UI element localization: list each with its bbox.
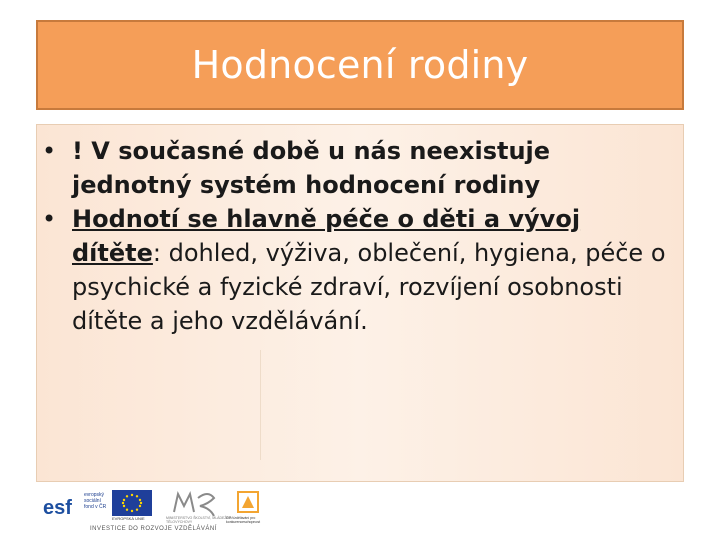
bullet-text-2-underlined: Hodnotí se hlavně péče o děti a vývoj dítěte	[72, 205, 581, 267]
bullet-dot-icon: •	[42, 205, 57, 233]
invest-caption: INVESTICE DO ROZVOJE VZDĚLÁVÁNÍ	[90, 526, 217, 532]
eu-caption: EVROPSKÁ UNIE	[112, 516, 145, 521]
footer-logos	[40, 486, 280, 538]
esf-logo-icon	[42, 490, 82, 520]
bullet-item-1	[40, 134, 670, 202]
op-caption: OP Vzdělávání pro konkurenceschopnost	[226, 516, 261, 524]
slide-title-box	[36, 20, 684, 110]
msmt-logo-icon	[168, 488, 222, 518]
esf-caption: evropský sociální fond v ČR	[84, 492, 107, 510]
bullet-item-2	[40, 202, 670, 338]
bullet-text-1: ! V současné době u nás neexistuje jednotný systém hodnocení rodiny	[72, 137, 551, 199]
background-divider	[260, 350, 261, 460]
bullet-list	[40, 134, 670, 338]
esf-logo-text: esf	[43, 497, 72, 519]
bullet-text-2-rest: : dohled, výživa, oblečení, hygiena, péče o psychické a fyzické zdraví, rozvíjení osobnosti dítěte a jeho vzdělávání.	[72, 239, 666, 335]
bullet-dot-icon: •	[42, 137, 57, 165]
slide-title: Hodnocení rodiny	[191, 43, 529, 87]
eu-flag-icon	[112, 490, 152, 516]
msmt-caption: MINISTERSTVO ŠKOLSTVÍ, MLÁDEŽE A TĚLOVÝCHOVY	[166, 516, 232, 524]
op-logo-icon	[232, 490, 266, 518]
